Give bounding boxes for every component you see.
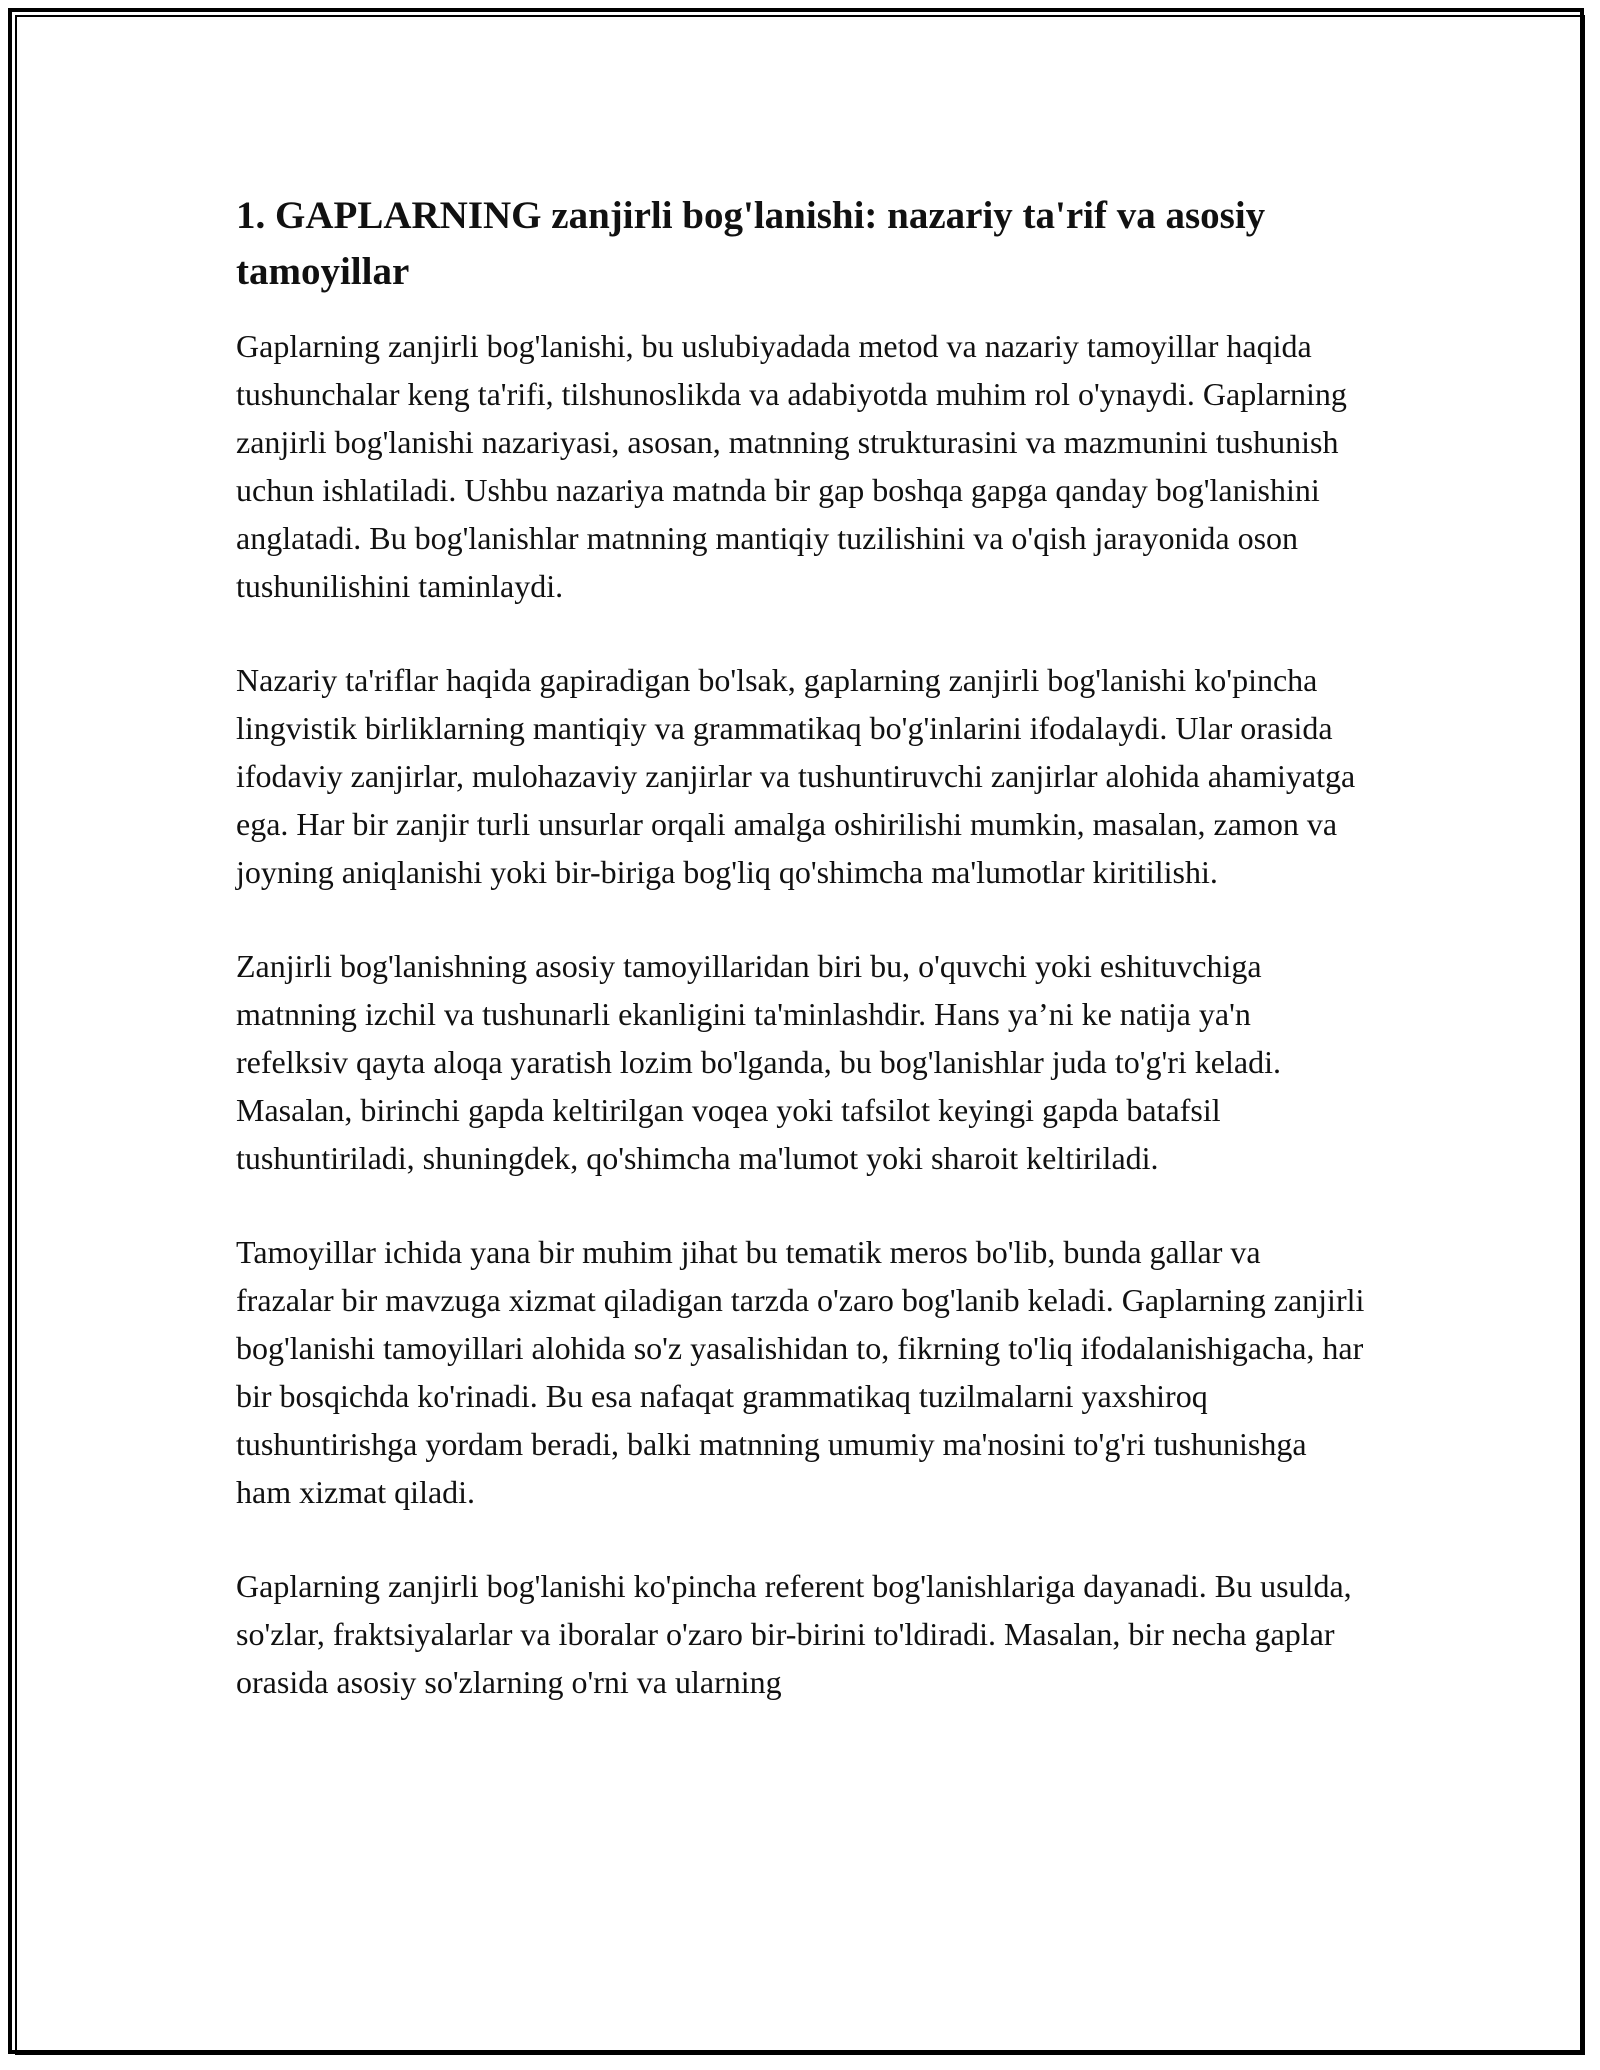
paragraph-5: Gaplarning zanjirli bog'lanishi ko'pincha referent bog'lanishlariga dayanadi. Bu usulda, so'zlar, fraktsiyalarlar va iboralar o'zaro bir-birini to'ldiradi. Masalan, bir necha gaplar orasida asosiy so'zlarning o'rni va ularning bbox=[236, 1568, 1352, 1700]
paragraph-2: Nazariy ta'riflar haqida gapiradigan bo'lsak, gaplarning zanjirli bog'lanishi ko'pincha lingvistik birliklarning mantiqiy va grammatikaq bo'g'inlarini ifodalaydi. Ular orasida ifodaviy zanjirlar, mulohazaviy zanjirlar va tushuntiruvchi zanjirlar alohida ahamiyatga ega. Har bir zanjir turli unsurlar orqali amalga oshirilishi mumkin, masalan, zamon va joyning aniqlanishi yoki bir-biriga bog'liq qo'shimcha ma'lumotlar kiritilishi. bbox=[236, 662, 1356, 890]
paragraph-1: Gaplarning zanjirli bog'lanishi, bu uslubiyadada metod va nazariy tamoyillar haqida tushunchalar keng ta'rifi, tilshunoslikda va adabiyotda muhim rol o'ynaydi. Gaplarning zanjirli bog'lanishi nazariyasi, asosan, matnning strukturasini va mazmunini tushunish uchun ishlatiladi. Ushbu nazariya matnda bir gap boshqa gapga qanday bog'lanishini anglatadi. Bu bog'lanishlar matnning mantiqiy tuzilishini va o'qish jarayonida oson tushunilishini taminlaydi. bbox=[236, 328, 1347, 604]
paragraph-3: Zanjirli bog'lanishning asosiy tamoyillaridan biri bu, o'quvchi yoki eshituvchiga matnning izchil va tushunarli ekanligini ta'minlashdir. Hans ya’ni ke natija ya'n refelksiv qayta aloqa yaratish lozim bo'lganda, bu bog'lanishlar juda to'g'ri keladi. Masalan, birinchi gapda keltirilgan voqea yoki tafsilot keyingi gapda batafsil tushuntiriladi, shuningdek, qo'shimcha ma'lumot yoki sharoit keltiriladi. bbox=[236, 948, 1281, 1176]
section-heading: 1. GAPLARNING zanjirli bog'lanishi: nazariy ta'rif va asosiy tamoyillar bbox=[236, 194, 1266, 293]
paragraph-4: Tamoyillar ichida yana bir muhim jihat bu tematik meros bo'lib, bunda gallar va frazalar bir mavzuga xizmat qiladigan tarzda o'zaro bog'lanib keladi. Gaplarning zanjirli bog'lanishi tamoyillari alohida so'z yasalishidan to, fikrning to'liq ifodalanishigacha, har bir bosqichda ko'rinadi. Bu esa nafaqat grammatikaq tuzilmalarni yaxshiroq tushuntirishga yordam beradi, balki matnning umumiy ma'nosini to'g'ri tushunishga ham xizmat qiladi. bbox=[236, 1234, 1365, 1510]
document-body bbox=[236, 188, 1366, 1752]
